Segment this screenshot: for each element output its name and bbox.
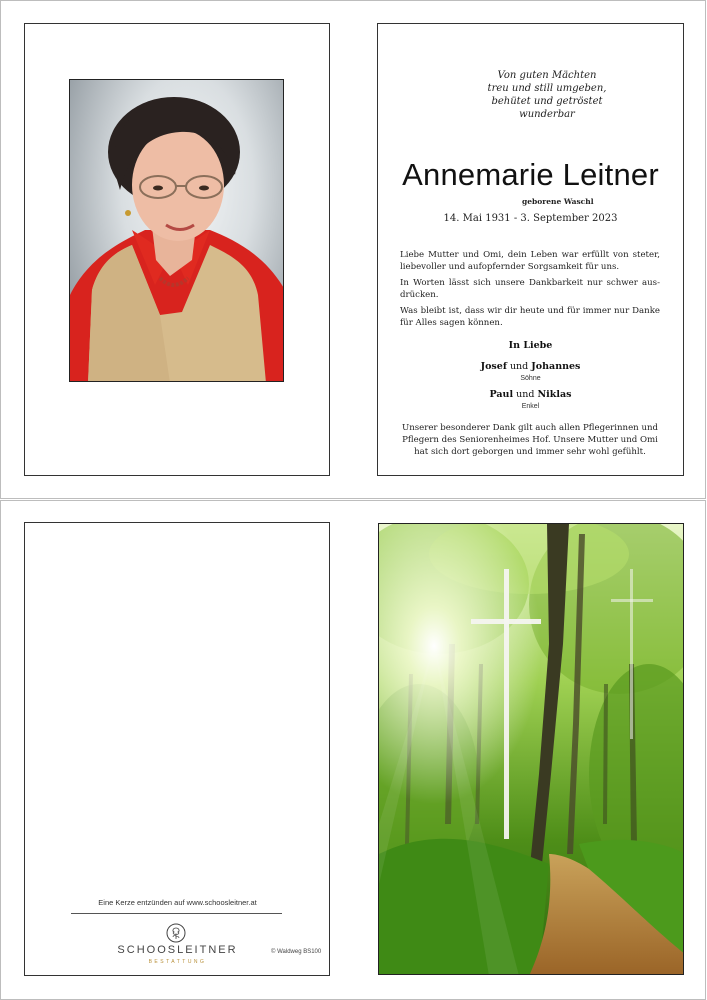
poem-line: treu und still umgeben, — [487, 83, 607, 94]
mourner-connector: und — [516, 389, 535, 400]
poem-line: behütet und getröstet — [491, 96, 603, 107]
poem-line: Von guten Mächten — [497, 70, 597, 81]
life-dates: 14. Mai 1931 - 3. September 2023 — [443, 213, 618, 224]
back-card — [24, 522, 330, 976]
mourner-first: Josef — [480, 361, 507, 372]
logo-subtitle: BESTATTUNG — [148, 959, 207, 965]
forest-path-crosses-image — [379, 524, 684, 975]
message — [400, 249, 660, 333]
mourner-names — [378, 361, 683, 372]
mourner-second: Johannes — [531, 361, 581, 372]
candle-link-text: Eine Kerze entzünden auf www.schoosleitner.at — [98, 898, 257, 907]
copyright-text: © Waldweg BS100 — [271, 949, 322, 955]
message-paragraph: Liebe Mutter und Omi, dein Leben war erfüllt von steter, liebevoller und aufopfernder Sorgsamkeit für uns. — [400, 250, 660, 272]
mourner-connector: und — [509, 361, 529, 372]
message-paragraph: In Worten lässt sich unsere Dankbarkeit nur schwer aus-drücken. — [400, 278, 660, 300]
mourner-names — [378, 389, 683, 400]
portrait-image — [70, 80, 284, 382]
portrait-photo — [69, 79, 284, 382]
closing-line: In Liebe — [508, 340, 553, 351]
forest-image — [378, 523, 684, 975]
divider — [71, 913, 282, 914]
poem-line: wunderbar — [519, 109, 575, 120]
rose-logo-icon — [166, 923, 186, 943]
logo-name: SCHOOSLEITNER — [117, 944, 238, 956]
birth-name: geborene Waschl — [522, 197, 594, 206]
thanks-text: Unserer besonderer Dank gilt auch allen Pflegerinnen und Pflegern des Seniorenheimes Hof. Unsere Mutter und Omi hat sich dort geborgen und immer sehr wohl gefühlt. — [401, 423, 659, 457]
deceased-name: Annemarie Leitner — [402, 157, 659, 192]
mourner-relation: Enkel — [521, 403, 540, 410]
message-paragraph: Was bleibt ist, dass wir dir heute und für immer nur Danke für Alles sagen können. — [400, 306, 660, 328]
poem — [447, 69, 647, 121]
mourner-second: Niklas — [537, 389, 572, 400]
mourner-relation: Söhne — [520, 375, 541, 382]
mourner-first: Paul — [489, 389, 514, 400]
